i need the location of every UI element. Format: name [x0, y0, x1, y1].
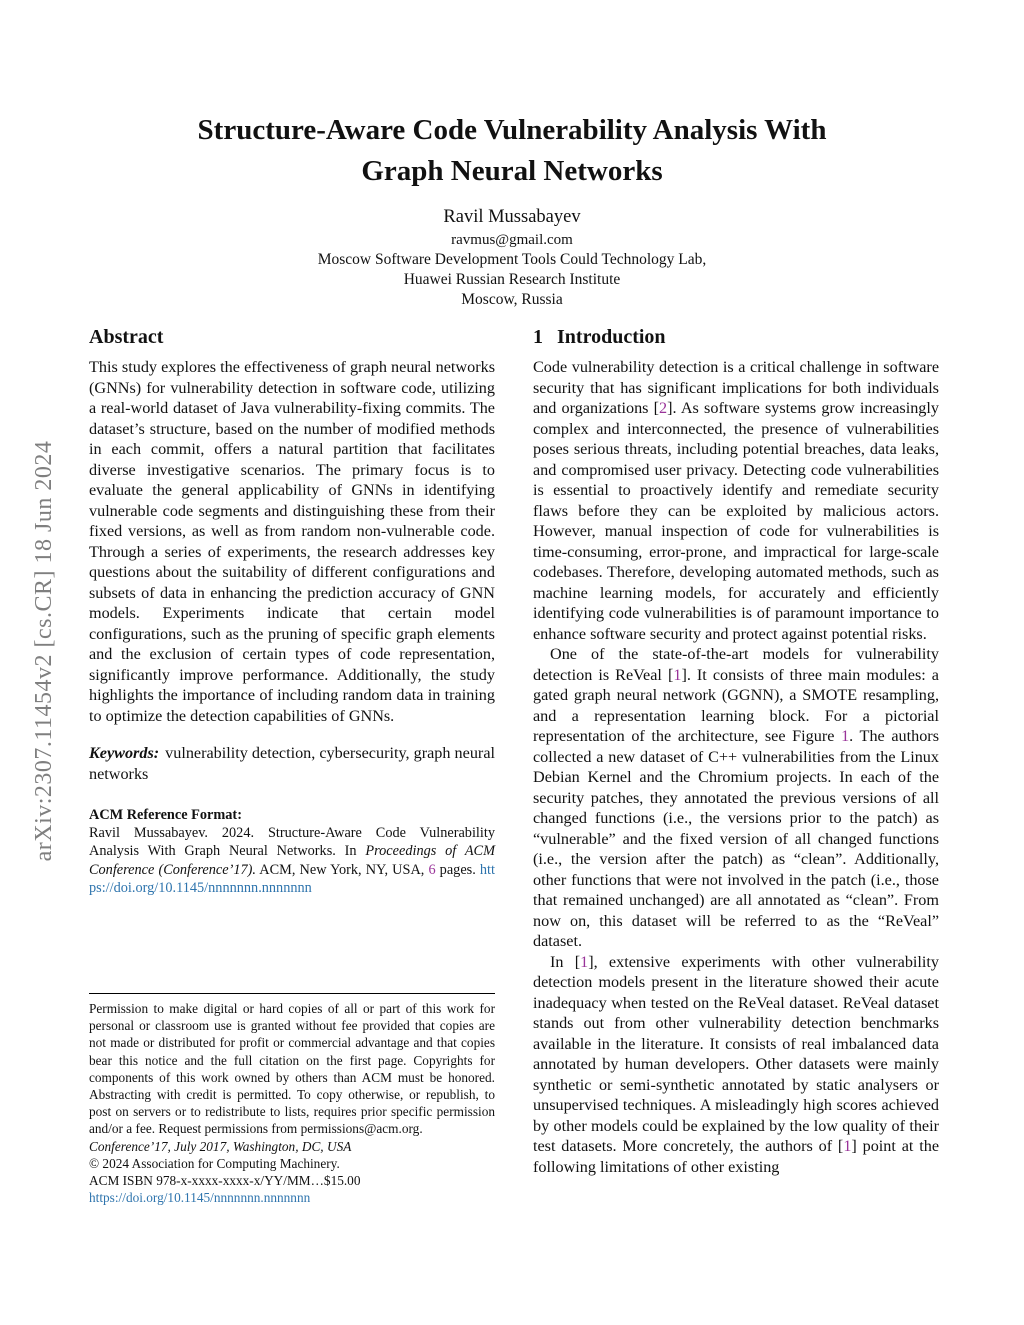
author-email: ravmus@gmail.com: [451, 232, 573, 248]
author-name: Ravil Mussabayev: [443, 207, 581, 227]
citation-ref[interactable]: 1: [843, 1137, 852, 1155]
keywords-block: [89, 743, 495, 784]
left-column: [89, 325, 495, 897]
abstract-heading: Abstract: [89, 326, 164, 348]
footnote-permission-text: Permission to make digital or hard copies of all or part of this work for personal or classroom use is granted without fee provided that copies are not made or distributed for profit or commercial advantage and that copies bear this notice and the full citation on the first page. Copyrights for components of this work owned by others than ACM must be honored. Abstracting with credit is permitted. To copy otherwise, or republish, to post on servers or to redistribute to lists, requires prior specific permission and/or a fee. Request permissions from permissions@acm.org.: [89, 1001, 495, 1137]
acm-reference-heading: ACM Reference Format:: [89, 807, 242, 823]
citation-ref[interactable]: 1: [673, 665, 682, 684]
citation-ref[interactable]: 1: [580, 952, 589, 971]
intro-paragraph-3: In [1], extensive experiments with other vulnerability detection models present in the literature showed their acute inadequacy when tested on the ReVeal dataset. ReVeal dataset stands out from other vulnerability detection benchmarks available in the literature. It consists of real imbalanced data annotated by human developers. Other datasets were mainly synthetic or semi-synthetic annotated by static analysers or unsupervised techniques. A misleadingly high scores achieved by other models could be explained by the low quality of their test datasets. More concretely, the authors of [1] point at the following limitations of other existing: [533, 952, 940, 1176]
right-column: [533, 325, 939, 1177]
footnote-copyright-line: © 2024 Association for Computing Machinery.: [89, 1155, 340, 1171]
paper-header: [0, 110, 1024, 310]
acm-reference-block: [89, 806, 495, 897]
footnote-doi-link[interactable]: https://doi.org/10.1145/nnnnnnn.nnnnnnn: [89, 1190, 311, 1206]
affiliation-line-1: Moscow Software Development Tools Could Technology Lab,: [317, 251, 707, 268]
footnote-block: [89, 993, 495, 1206]
section-title: Introduction: [557, 326, 666, 348]
affiliation-line-3: Moscow, Russia: [461, 291, 563, 308]
keywords-label: Keywords:: [89, 744, 160, 762]
introduction-heading: [533, 325, 939, 349]
section-number: 1: [533, 326, 543, 348]
footnote-conference-line: Conference’17, July 2017, Washington, DC, USA: [89, 1138, 352, 1154]
keywords-text: vulnerability detection, cybersecurity, graph neural networks: [89, 744, 495, 783]
footnote-isbn-line: ACM ISBN 978-x-xxxx-xxxx-x/YY/MM…$15.00: [89, 1173, 361, 1189]
paper-title-line-1: Structure-Aware Code Vulnerability Analysis With: [197, 114, 827, 146]
intro-paragraph-2: One of the state-of-the-art models for vulnerability detection is ReVeal [1]. It consists of three main modules: a gated graph neural network (GGNN), a SMOTE resampling, and a representation learning block. For a pictorial representation of the architecture, see Figure 1. The authors collected a new dataset of C++ vulnerabilities from the Linux Debian Kernel and the Chromium projects. In each of the security patches, they annotated the previous versions of all changed functions (i.e., the versions prior to the patch) as “vulnerable” and the fixed version of all changed functions (i.e., the version after the patch) as “clean”. Additionally, other functions that were not involved in the patch (i.e., those that remained unchanged) are all annotated as “clean”. From now on, this dataset will be referred to as the “ReVeal” dataset.: [533, 645, 940, 950]
intro-paragraph-1: Code vulnerability detection is a critical challenge in software security that has significant implications for both individuals and organizations [2]. As software systems grow increasingly complex and interconnected, the presence of vulnerabilities poses serious threats, including potential breaches, data leaks, and compromised user privacy. Detecting code vulnerabilities is essential to proactively identify and remediate security flaws before they can be exploited by malicious actors. However, manual inspection of code for vulnerabilities is time-consuming, error-prone, and impractical for large-scale codebases. Therefore, developing automated methods, such as machine learning models, for accurately and efficiently identifying code vulnerabilities is of paramount importance to enhance software security and protect against potential risks.: [533, 358, 939, 643]
acm-reference-text: Ravil Mussabayev. 2024. Structure-Aware Code Vulnerability Analysis With Graph Neural Networks. In Proceedings of ACM Conference (Conference’17). ACM, New York, NY, USA, 6 pages. https://doi.org/10.1145/nnnnnnn.nnnnnnn: [89, 825, 495, 896]
affiliation-line-2: Huawei Russian Research Institute: [403, 271, 621, 288]
arxiv-watermark: arXiv:2307.11454v2 [cs.CR] 18 Jun 2024: [31, 440, 57, 862]
doi-link[interactable]: https://doi.org/10.1145/nnnnnnn.nnnnnnn: [89, 861, 495, 896]
text-segment: Proceedings of ACM Conference (Conference’17).: [89, 843, 495, 878]
abstract-text: This study explores the effectiveness of graph neural networks (GNNs) for vulnerability detection in software code, utilizing a real-world dataset of Java vulnerability-fixing commits. The dataset’s structure, based on the number of modified methods in each commit, offers a natural partition that facilitates diverse investigative scenarios. The primary focus is to evaluate the general applicability of GNNs in identifying vulnerable code segments and distinguishing these from their fixed versions, as well as from random non-vulnerable code. Through a series of experiments, the research addresses key questions about the suitability of different configurations and subsets of data in enhancing the prediction accuracy of GNN models. Experiments indicate that certain model configurations, such as the pruning of specific graph elements and the exclusion of certain types of code representation, significantly improve performance. Additionally, the study highlights the importance of including random data in training to optimize the detection capabilities of GNNs.: [89, 358, 495, 725]
citation-ref[interactable]: 1: [841, 727, 850, 745]
citation-ref[interactable]: 2: [659, 399, 668, 417]
citation-ref[interactable]: 6: [428, 861, 436, 878]
paper-title-line-2: Graph Neural Networks: [361, 155, 663, 187]
